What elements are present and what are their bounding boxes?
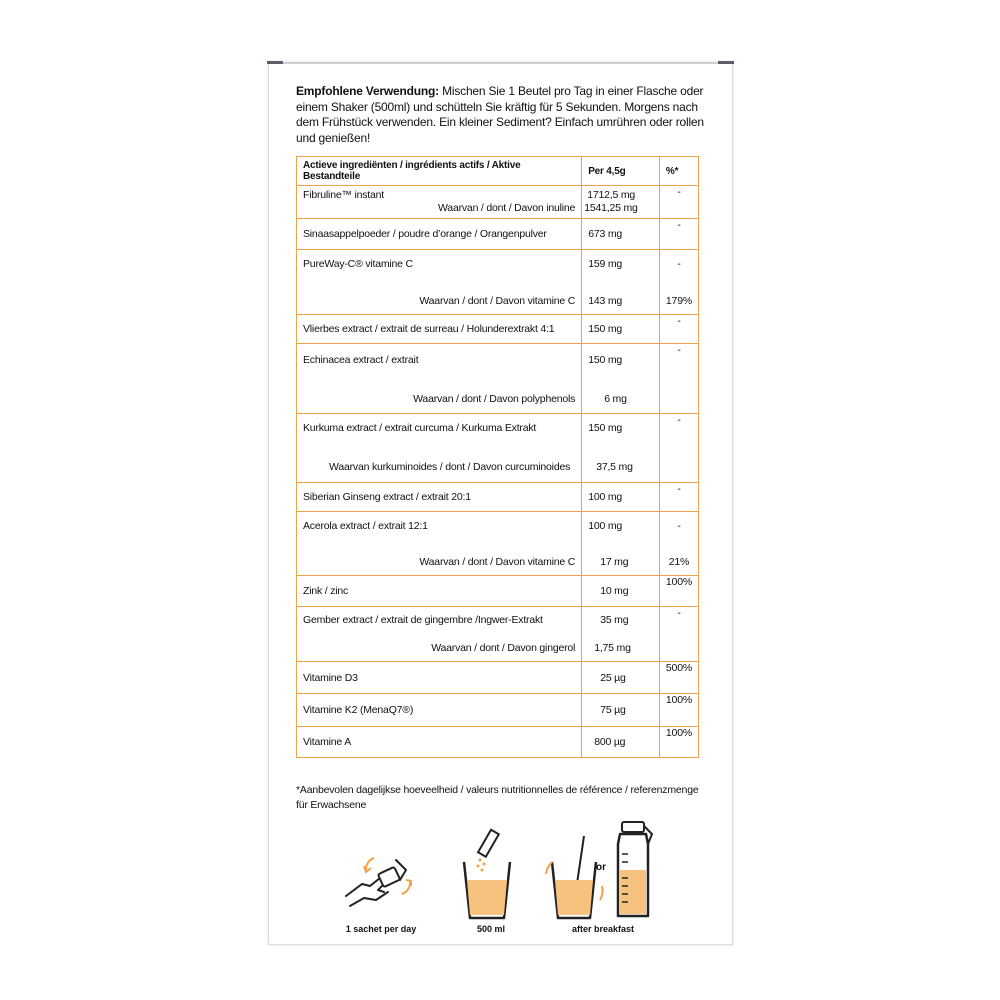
table-row xyxy=(297,727,699,758)
ingredient-amount: 100 mg xyxy=(588,520,623,532)
ingredient-percent: 100% xyxy=(659,727,698,758)
ingredient-percent: - xyxy=(659,219,698,250)
ingredients-table xyxy=(296,156,699,758)
ingredient-sub-amount: 37,5 mg xyxy=(596,461,633,473)
ingredient-amount: 150 mg xyxy=(588,422,623,434)
table-row xyxy=(297,219,699,250)
ingredient-sub-amount: 143 mg xyxy=(588,295,623,307)
table-row xyxy=(297,483,699,512)
ingredient-sub: Waarvan / dont / Davon inuline xyxy=(437,202,576,214)
ingredient-sub-amount: 1,75 mg xyxy=(594,642,631,654)
ingredient-name: Vitamine A xyxy=(303,736,352,748)
ingredient-name: Vlierbes extract / extrait de surreau / Holunderextrakt 4:1 xyxy=(303,323,555,335)
ingredient-amount: 673 mg xyxy=(588,228,623,240)
ingredient-sub-amount: 1541,25 mg xyxy=(584,202,638,214)
ingredient-name: Gember extract / extrait de gingembre /Ingwer-Extrakt xyxy=(303,614,543,626)
ingredient-percent: 100% xyxy=(659,576,698,607)
usage-icons xyxy=(296,820,716,940)
ingredient-percent: - xyxy=(659,186,698,219)
ingredient-sub-percent: 179% xyxy=(665,295,692,307)
table-row xyxy=(297,344,699,414)
ingredient-name: Kurkuma extract / extrait curcuma / Kurkuma Extrakt xyxy=(303,422,537,434)
table-row xyxy=(297,414,699,483)
table-row xyxy=(297,662,699,694)
table-row xyxy=(297,250,699,315)
ingredient-amount: 150 mg xyxy=(588,323,623,335)
ingredient-sub: Waarvan kurkuminoides / dont / Davon curcuminoides xyxy=(329,461,571,473)
table-row xyxy=(297,694,699,727)
ingredient-amount: 159 mg xyxy=(588,258,623,270)
ingredient-sub-amount: 17 mg xyxy=(600,556,629,568)
breakfast-label: after breakfast xyxy=(571,924,635,934)
ingredient-amount: 10 mg xyxy=(600,585,629,597)
ingredient-amount: 25 µg xyxy=(600,671,626,684)
ingredient-percent: - xyxy=(659,414,698,483)
sachet-icon xyxy=(340,850,420,923)
ingredient-percent: - xyxy=(659,344,698,414)
ingredient-amount: 150 mg xyxy=(588,354,623,366)
ingredient-percent: 500% xyxy=(659,662,698,694)
sachet-label: 1 sachet per day xyxy=(345,924,417,934)
ingredient-percent: - xyxy=(677,520,681,532)
ingredient-percent: 100% xyxy=(659,694,698,727)
ingredient-sub: Waarvan / dont / Davon vitamine C xyxy=(419,556,576,568)
footnote: *Aanbevolen dagelijkse hoeveelheid / valeurs nutritionnelles de référence / referenzmenge für Erwachsene xyxy=(296,784,699,811)
ingredient-amount: 800 µg xyxy=(594,736,626,748)
table-row xyxy=(297,607,699,662)
ingredient-name: Fibruline™ instant xyxy=(303,189,385,201)
ingredient-name: Acerola extract / extrait 12:1 xyxy=(303,520,428,532)
ingredient-name: Siberian Ginseng extract / extrait 20:1 xyxy=(303,491,471,503)
usage-text: Mischen Sie 1 Beutel pro Tag in einer Flasche oder einem Shaker (500ml) und schütteln Sie kräftig für 5 Sekunden. Morgens nach dem Frühstück verwenden. Ein kleiner Sediment? Einfach umrühren oder rollen und genießen! xyxy=(296,84,704,145)
ingredient-percent: - xyxy=(659,607,698,662)
ingredient-amount: 1712,5 mg xyxy=(587,189,636,201)
ingredient-name: Zink / zinc xyxy=(303,585,349,597)
table-row xyxy=(297,576,699,607)
ingredient-name: Vitamine D3 xyxy=(303,671,358,684)
ingredient-percent: - xyxy=(677,258,681,270)
usage-heading: Empfohlene Verwendung: xyxy=(296,84,439,98)
ingredient-percent: - xyxy=(659,483,698,512)
ingredient-percent: - xyxy=(659,315,698,344)
header-percent: %* xyxy=(659,157,698,186)
header-ingredients: Actieve ingrediënten / ingrédients actifs / Aktive Bestandteile xyxy=(297,157,582,186)
ingredient-amount: 35 mg xyxy=(600,614,629,626)
ingredient-name: Sinaasappelpoeder / poudre d’orange / Orangenpulver xyxy=(303,228,547,240)
glass-label: 500 ml xyxy=(476,924,506,934)
ingredient-name: Echinacea extract / extrait xyxy=(303,354,419,366)
header-per-dose: Per 4,5g xyxy=(582,157,660,186)
ingredient-sub: Waarvan / dont / Davon vitamine C xyxy=(419,295,576,307)
ingredient-amount: 75 µg xyxy=(600,704,626,716)
ingredient-sub: Waarvan / dont / Davon polyphenols xyxy=(413,393,576,405)
table-row xyxy=(297,186,699,219)
usage-instructions xyxy=(296,84,706,146)
table-header-row xyxy=(297,157,699,186)
table-row xyxy=(297,512,699,576)
bottle-icon xyxy=(612,820,656,925)
ingredient-name: Vitamine K2 (MenaQ7®) xyxy=(303,704,414,716)
glass-icon xyxy=(458,828,518,925)
ingredient-sub-amount: 6 mg xyxy=(604,393,627,405)
ingredient-sub: Waarvan / dont / Davon gingerol xyxy=(431,642,576,654)
ingredient-name: PureWay-C® vitamine C xyxy=(303,258,413,270)
stir-glass-icon xyxy=(544,834,606,925)
or-label: or xyxy=(596,862,606,873)
ingredient-amount: 100 mg xyxy=(588,491,623,503)
ingredient-sub-percent: 21% xyxy=(668,556,690,568)
table-row xyxy=(297,315,699,344)
